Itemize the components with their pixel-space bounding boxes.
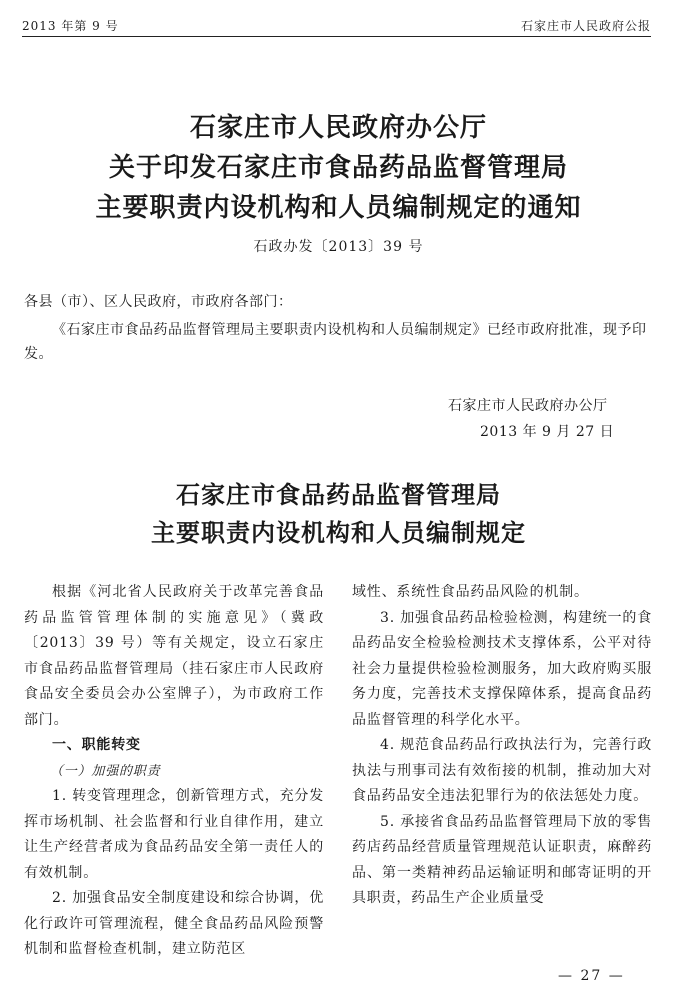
item-paragraph: 4. 规范食品药品行政执法行为，完善行政执法与刑事司法有效衔接的机制，推动加大对食品药品安全违法犯罪行为的依法惩处力度。: [352, 737, 652, 804]
notice-title-line-3: 主要职责内设机构和人员编制规定的通知: [95, 193, 582, 223]
section-heading: 一、职能转变: [52, 737, 141, 753]
item-paragraph: 3. 加强食品药品检验检测，构建统一的食品药品安全检验检测技术支撑体系，公平对待社会力量提供检验检测服务，加大政府购买服务力度，完善技术支撑保障体系，提高食品药品监督管理的科学化水平。: [352, 609, 652, 728]
page-header: [22, 14, 651, 37]
item-paragraph: 2. 加强食品安全制度建设和综合协调，优化行政许可管理流程，健全食品药品风险预警机制和监督检查机制，建立防范区: [24, 890, 324, 957]
right-column: [352, 580, 652, 912]
left-column: [24, 580, 324, 963]
document-number: 石政办发〔2013〕39 号: [253, 239, 424, 255]
regulation-title: [0, 476, 677, 552]
notice-title-line-2: 关于印发石家庄市食品药品监督管理局: [108, 153, 568, 183]
issue-label: 2013 年第 9 号: [22, 19, 119, 33]
notice-title-line-1: 石家庄市人民政府办公厅: [189, 113, 487, 143]
item-paragraph: 1. 转变管理理念，创新管理方式，充分发挥市场机制、社会监督和行业自律作用，建立让生产经营者成为食品药品安全第一责任人的有效机制。: [24, 788, 324, 881]
salutation: 各县（市）、区人民政府，市政府各部门：: [24, 294, 293, 310]
notice-body: 《石家庄市食品药品监督管理局主要职责内设机构和人员编制规定》已经市政府批准，现予印发。: [24, 322, 647, 362]
regulation-title-line-1: 石家庄市食品药品监督管理局: [176, 481, 501, 509]
notice-title: [0, 108, 677, 228]
gazette-name: 石家庄市人民政府公报: [520, 19, 651, 33]
page-number: — 27 —: [558, 968, 625, 984]
item-paragraph: 5. 承接省食品药品监督管理局下放的零售药店药品经营质量管理规范认证职责，麻醉药品、第一类精神药品运输证明和邮寄证明的开具职责，药品生产企业质量受: [352, 813, 652, 906]
signing-date: 2013 年 9 月 27 日: [480, 424, 615, 440]
continued-paragraph: 域性、系统性食品药品风险的机制。: [352, 584, 589, 600]
signing-organization: 石家庄市人民政府办公厅: [448, 398, 608, 414]
subsection-heading: （一）加强的职责: [50, 763, 161, 779]
intro-paragraph: 根据《河北省人民政府关于改革完善食品药品监管管理体制的实施意见》（冀政〔2013〕39 号）等有关规定，设立石家庄市食品药品监督管理局（挂石家庄市人民政府食品安全委员会办公室牌子），为市政府工作部门。: [24, 584, 324, 728]
regulation-title-line-2: 主要职责内设机构和人员编制规定: [151, 519, 526, 547]
